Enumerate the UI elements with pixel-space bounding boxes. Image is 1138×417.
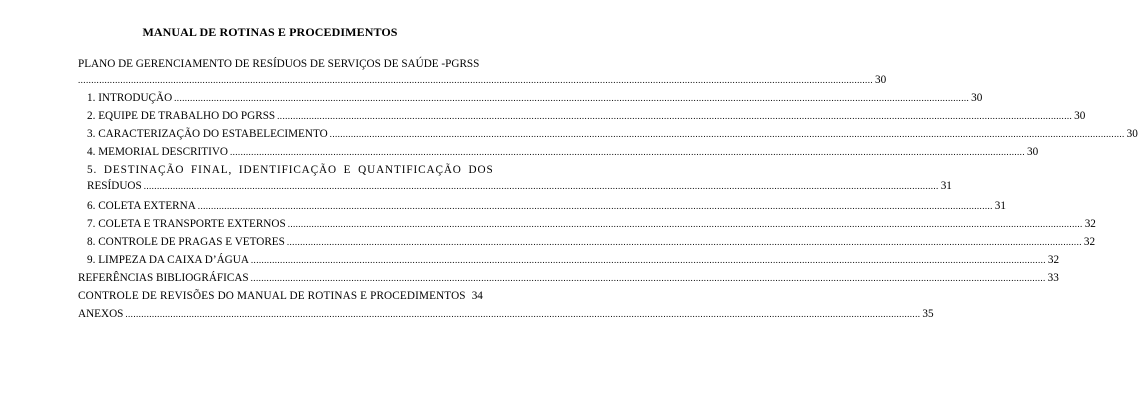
toc-entry-label: PLANO DE GERENCIAMENTO DE RESÍDUOS DE SERVIÇOS DE SAÚDE -PGRSS [78, 58, 480, 70]
toc-entry-equipe[interactable] [87, 109, 1086, 123]
toc-entry-label [87, 163, 494, 177]
toc-leader-dots: ............................................................................................................................................................................................................................................................................................................ [125, 309, 921, 319]
toc-entry-introducao[interactable] [87, 91, 983, 105]
toc-leader-dots: ............................................................................................................................................................................................................................................................................................................ [229, 147, 1025, 157]
toc-page-number: 35 [922, 308, 934, 320]
toc-leader-dots: ............................................................................................................................................................................................................................................................................................................ [250, 273, 1046, 283]
toc-entry-controle-revisoes[interactable] [78, 289, 483, 303]
toc-entry-label: 2. EQUIPE DE TRABALHO DO PGRSS [87, 110, 276, 122]
document-title: MANUAL DE ROTINAS E PROCEDIMENTOS [142, 25, 398, 39]
toc-page-number: 32 [1083, 236, 1096, 248]
toc-entry-memorial[interactable] [87, 145, 1039, 159]
toc-entry-caracterizacao[interactable] [87, 127, 1138, 141]
toc-entry-pgrss[interactable] [78, 57, 887, 87]
toc-entry-label: 7. COLETA E TRANSPORTE EXTERNOS [87, 218, 286, 230]
toc-leader-dots: ............................................................................................................................................................................................................................................................................................................ [250, 255, 1046, 265]
toc-leader-dots: ............................................................................................................................................................................................................................................................................................................ [197, 201, 993, 211]
toc-page-number: 30 [971, 92, 983, 104]
toc-page-number: 32 [1047, 254, 1060, 266]
toc-entry-label-line1: 5. DESTINAÇÃO FINAL, IDENTIFICAÇÃO E QUANTIFICAÇÃO DOS [87, 164, 494, 176]
toc-entry-label: 3. CARACTERIZAÇÃO DO ESTABELECIMENTO [87, 128, 328, 140]
toc-leader-dots: ............................................................................................................................................................................................................................................................................................................ [143, 181, 939, 191]
toc-leader-dots: ............................................................................................................................................................................................................................................................................................................ [78, 75, 873, 85]
toc-leader-dots: ............................................................................................................................................................................................................................................................................................................ [329, 129, 1125, 139]
toc-entry-anexos[interactable] [78, 307, 934, 321]
toc-leader-dots: ............................................................................................................................................................................................................................................................................................................ [174, 93, 970, 103]
toc-entry-label: 1. INTRODUÇÃO [87, 92, 173, 104]
toc-page-number: 34 [471, 290, 483, 302]
toc-entry-coleta-transporte[interactable] [87, 217, 1096, 231]
toc-entry-label-line2: RESÍDUOS [87, 180, 142, 192]
toc-entry-label: 6. COLETA EXTERNA [87, 200, 196, 212]
toc-page-number: 33 [1047, 272, 1059, 284]
toc-entry-label: 9. LIMPEZA DA CAIXA D’ÁGUA [87, 254, 249, 266]
toc-leader-dots: ............................................................................................................................................................................................................................................................................................................ [286, 237, 1082, 247]
toc-entry-controle-pragas[interactable] [87, 235, 1096, 249]
toc-entry-limpeza-caixa[interactable] [87, 253, 1060, 267]
toc-leader-dots: ............................................................................................................................................................................................................................................................................................................ [277, 111, 1073, 121]
toc-entry-label: ANEXOS [78, 308, 124, 320]
toc-page-number: 32 [1084, 218, 1096, 230]
toc-entry-label: REFERÊNCIAS BIBLIOGRÁFICAS [78, 272, 249, 284]
toc-page-number: 30 [1026, 146, 1039, 158]
toc-page-number: 30 [1126, 128, 1138, 140]
toc-entry-label: 8. CONTROLE DE PRAGAS E VETORES [87, 236, 285, 248]
toc-entry-destinacao[interactable] [87, 163, 952, 193]
toc-entry-referencias[interactable] [78, 271, 1059, 285]
toc-leader-dots: ............................................................................................................................................................................................................................................................................................................ [287, 219, 1083, 229]
toc-page-number: 30 [1074, 110, 1086, 122]
toc-entry-label: 4. MEMORIAL DESCRITIVO [87, 146, 228, 158]
toc-page-number: 30 [875, 74, 887, 86]
toc-page-number: 31 [940, 180, 952, 192]
toc-entry-label: CONTROLE DE REVISÕES DO MANUAL DE ROTINAS E PROCEDIMENTOS [78, 290, 466, 302]
toc-page-number: 31 [994, 200, 1006, 212]
toc-entry-coleta-externa[interactable] [87, 199, 1006, 213]
